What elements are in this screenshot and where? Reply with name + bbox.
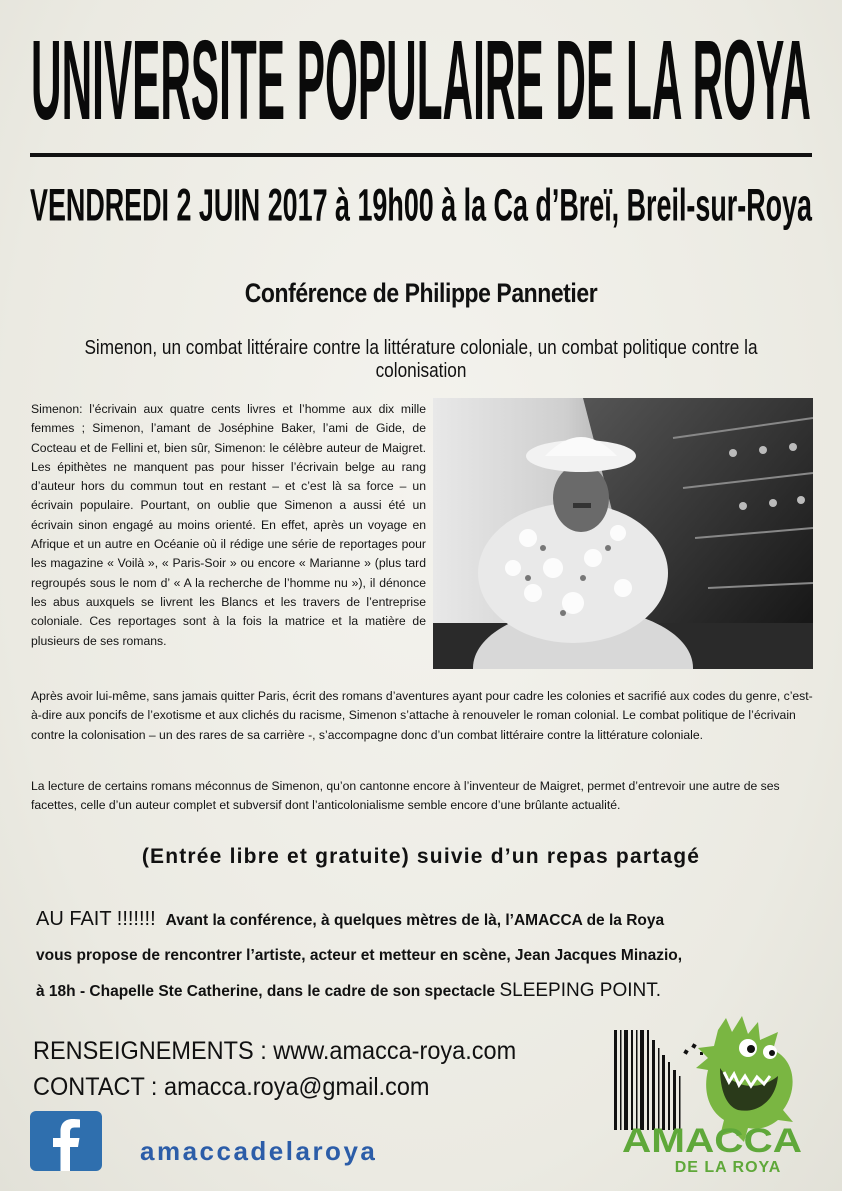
title-divider <box>30 153 812 157</box>
speaker-line: Conférence de Philippe Pannetier <box>244 278 598 308</box>
intro-paragraph: Simenon: l’écrivain aux quatre cents livres et l’homme aux dix mille femmes ; Simenon, l’amant de Joséphine Baker, l’ami de Gide, de Cocteau et de Fellini et, bien sûr, Simenon: le célèbre auteur de Maigret. Les épithètes ne manquent pas pour hisser l’écrivain belge au rang d’auteur hors du commun tout en restant – et c’est là sa force – un écrivain populaire. Pourtant, on oublie que Simenon a aussi été un écrivain sinon engagé au moins orienté. En effet, après un voyage en Afrique et un autre en Océanie où il rédige une série de reportages pour les magazine « Voilà », « Paris-Soir » ou encore « Marianne » (plus tard regroupés sous le nom d’ « A la recherche de l’homme nu »), il dénonce les abus auxquels se livrent les Blancs et les travers de l’entreprise coloniale. Ces reportages sont à la fois la matrice et la matière de plusieurs de ses romans. <box>31 402 426 648</box>
logo-name: AMACCA <box>622 1122 802 1160</box>
paragraph-reading: La lecture de certains romans méconnus de Simenon, qu’on cantonne encore à l’inventeur de Maigret, permet d’entrevoir une autre de ses facettes, celle d’un auteur complet et subversif dont l’anticolonialisme semble encore d’une brûlante actualité. <box>31 779 780 813</box>
contact-line[interactable]: CONTACT : amacca.roya@gmail.com <box>33 1073 430 1101</box>
barcode-icon <box>614 1030 703 1130</box>
au-fait-line-1 <box>36 908 665 930</box>
amacca-logo <box>608 1010 808 1180</box>
paragraph-colonial-novel: Après avoir lui-même, sans jamais quitter Paris, écrit des romans d’aventures ayant pour cadre les colonies et sacrifié aux codes du genre, c’est-à-dire aux poncifs de l’exotisme et aux clichés du racisme, Simenon s’attache à renouveler le roman colonial. Le combat politique de l’écrivain contre la colonisation – un des rares de sa carrière -, s’accompagne donc d’un combat littéraire contre la littérature coloniale. <box>31 689 813 742</box>
au-fait-text-1: Avant la conférence, à quelques mètres de là, l’AMACCA de la Roya <box>165 912 665 929</box>
poster-title <box>0 14 842 144</box>
facebook-page-name[interactable]: amaccadelaroya <box>140 1136 378 1166</box>
renseignements-line[interactable]: RENSEIGNEMENTS : www.amacca-roya.com <box>33 1037 517 1065</box>
au-fait-text-3: à 18h - Chapelle Ste Catherine, dans le cadre de son spectacle <box>36 983 496 1000</box>
portrait-photo <box>433 398 813 669</box>
show-title: SLEEPING POINT. <box>499 980 662 1001</box>
facebook-icon[interactable] <box>30 1111 102 1171</box>
conference-subtitle: Simenon, un combat littéraire contre la littérature coloniale, un combat politique contre la colonisation <box>84 337 758 382</box>
poster-title-text: UNIVERSITE POPULAIRE DE LA ROYA <box>30 16 811 144</box>
au-fait-line-2: vous propose de rencontrer l’artiste, acteur et metteur en scène, Jean Jacques Minazio, <box>36 947 683 964</box>
au-fait-line-3 <box>36 973 826 1009</box>
date-line <box>0 170 842 240</box>
logo-subtitle: DE LA ROYA <box>674 1159 782 1176</box>
date-line-text: VENDREDI 2 JUIN 2017 à 19h00 à la Ca d’Breï, Breil-sur-Roya <box>30 179 813 231</box>
entry-notice: (Entrée libre et gratuite) suivie d’un repas partagé <box>141 845 701 868</box>
au-fait-lead: AU FAIT !!!!!!! <box>36 908 156 930</box>
au-fait-notice <box>36 902 826 1009</box>
